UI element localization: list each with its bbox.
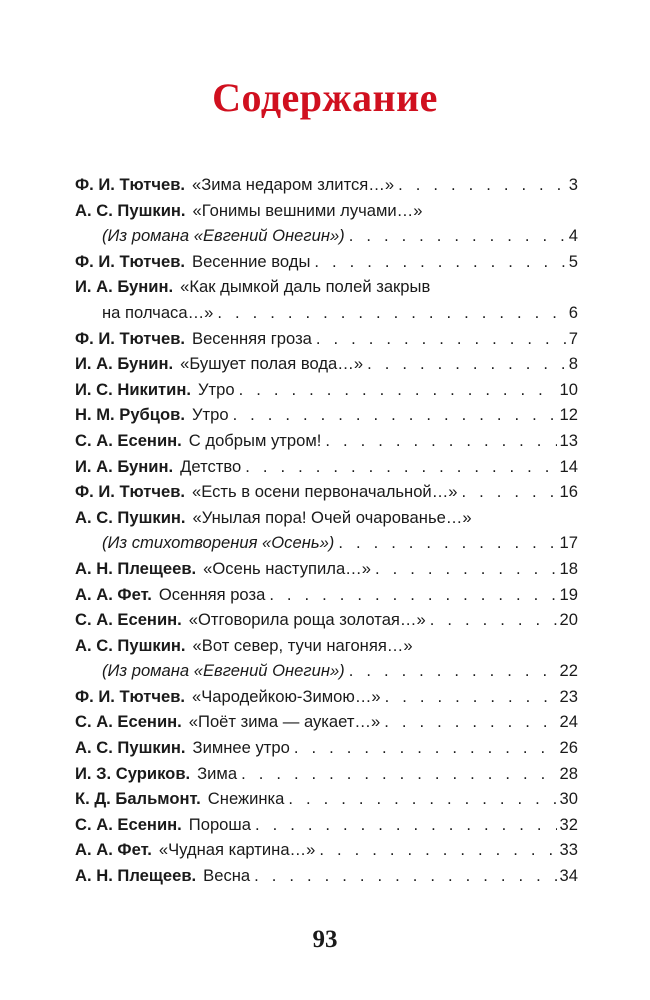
- toc-page-number: 16: [559, 482, 578, 502]
- toc-page-number: 6: [568, 302, 578, 322]
- toc-author: А. С. Пушкин.: [75, 507, 186, 527]
- toc-page-number: 33: [559, 840, 578, 860]
- toc-entry-continuation: [75, 300, 578, 326]
- toc-page-number: 18: [559, 558, 578, 578]
- toc-page-number: 19: [559, 584, 578, 604]
- dot-leader: [245, 454, 556, 480]
- dot-leader: [375, 556, 557, 582]
- toc-entry-line: [75, 479, 578, 505]
- toc-entry-continuation: [75, 223, 578, 249]
- toc-entry-line: [75, 402, 578, 428]
- toc-entry: [75, 863, 578, 889]
- toc-entry-line: [75, 582, 578, 608]
- toc-entry-continuation: [75, 530, 578, 556]
- toc-work-title: «Поёт зима — аукает…»: [188, 712, 381, 732]
- toc-author: Ф. И. Тютчев.: [75, 175, 186, 194]
- toc-author: С. А. Есенин.: [75, 814, 182, 834]
- toc-work-title: Зима: [197, 763, 238, 783]
- toc-entry: [75, 249, 578, 275]
- toc-work-subtitle: на полчаса…»: [102, 302, 214, 322]
- toc-work-title: Утро: [198, 379, 235, 399]
- toc-entry: [75, 607, 578, 633]
- toc-work-title: «Зима недаром злится…»: [192, 175, 395, 194]
- toc-work-title: Весенние воды: [192, 251, 311, 271]
- toc-entry-line: [75, 454, 578, 480]
- toc-entry: [75, 172, 578, 198]
- toc-page-number: 24: [559, 712, 578, 732]
- toc-work-title: «Отговорила роща золотая…»: [188, 610, 426, 630]
- toc-entry: [75, 505, 578, 556]
- toc-entry-line: [75, 556, 578, 582]
- toc-work-title: «Как дымкой даль полей закрыв: [180, 277, 431, 297]
- toc-entry: [75, 454, 578, 480]
- toc-page-number: 26: [559, 738, 578, 758]
- dot-leader: [325, 428, 556, 454]
- toc-entry: [75, 198, 578, 249]
- toc-author: И. С. Никитин.: [75, 379, 192, 399]
- toc-page-number: 32: [559, 814, 578, 834]
- toc-entry: [75, 479, 578, 505]
- toc-work-title: Снежинка: [207, 789, 285, 809]
- toc-author: А. А. Фет.: [75, 584, 152, 604]
- toc-entry-line: [75, 607, 578, 633]
- toc-page-number: 7: [568, 328, 578, 348]
- toc-author: И. А. Бунин.: [75, 456, 174, 476]
- toc-author: Ф. И. Тютчев.: [75, 251, 186, 271]
- toc-work-title: Утро: [191, 405, 229, 425]
- toc-entry: [75, 402, 578, 428]
- toc-entry-line: [75, 249, 578, 275]
- toc-entry-line: [75, 377, 578, 403]
- toc-page-number: 13: [559, 430, 578, 450]
- toc-entry-line: [75, 428, 578, 454]
- dot-leader: [338, 530, 556, 556]
- dot-leader: [367, 351, 566, 377]
- table-of-contents: [75, 172, 578, 889]
- toc-page-number: 30: [559, 789, 578, 809]
- toc-entry-line: [75, 198, 578, 224]
- dot-leader: [233, 402, 557, 428]
- toc-entry-line: [75, 633, 578, 659]
- toc-work-title: «Вот север, тучи нагоняя…»: [192, 635, 413, 655]
- toc-entry-line: [75, 735, 578, 761]
- dot-leader: [462, 479, 557, 505]
- toc-work-title: С добрым утром!: [188, 430, 322, 450]
- dot-leader: [294, 735, 557, 761]
- toc-page-number: 14: [559, 456, 578, 476]
- toc-author: И. А. Бунин.: [75, 354, 174, 374]
- toc-page-number: 8: [568, 354, 578, 374]
- toc-page-number: 3: [568, 175, 578, 194]
- dot-leader: [288, 786, 556, 812]
- toc-page-number: 4: [568, 226, 578, 246]
- dot-leader: [349, 658, 557, 684]
- toc-work-title: Весенняя гроза: [192, 328, 312, 348]
- toc-entry: [75, 761, 578, 787]
- toc-entry-line: [75, 863, 578, 889]
- toc-author: К. Д. Бальмонт.: [75, 789, 201, 809]
- toc-work-title: Детство: [180, 456, 242, 476]
- toc-entry: [75, 428, 578, 454]
- toc-author: И. А. Бунин.: [75, 277, 174, 297]
- toc-author: С. А. Есенин.: [75, 610, 182, 630]
- toc-author: С. А. Есенин.: [75, 430, 182, 450]
- toc-entry: [75, 786, 578, 812]
- toc-work-subtitle: (Из романа «Евгений Онегин»): [102, 661, 345, 681]
- toc-entry: [75, 274, 578, 325]
- toc-page-number: 22: [559, 661, 578, 681]
- toc-page-number: 28: [559, 763, 578, 783]
- dot-leader: [269, 582, 556, 608]
- toc-entry: [75, 735, 578, 761]
- toc-entry-line: [75, 812, 578, 838]
- toc-work-title: «Есть в осени первоначальной…»: [192, 482, 458, 502]
- dot-leader: [241, 761, 556, 787]
- toc-entry: [75, 377, 578, 403]
- toc-author: Ф. И. Тютчев.: [75, 686, 186, 706]
- dot-leader: [217, 300, 565, 326]
- toc-entry: [75, 812, 578, 838]
- toc-page-number: 17: [559, 533, 578, 553]
- toc-work-title: Зимнее утро: [192, 738, 290, 758]
- toc-page-number: 10: [559, 379, 578, 399]
- toc-entry-line: [75, 761, 578, 787]
- toc-entry-line: [75, 505, 578, 531]
- toc-author: А. С. Пушкин.: [75, 635, 186, 655]
- toc-entry: [75, 709, 578, 735]
- dot-leader: [385, 684, 557, 710]
- toc-entry-line: [75, 172, 578, 198]
- toc-entry-line: [75, 351, 578, 377]
- dot-leader: [255, 812, 557, 838]
- toc-work-title: «Чародейкою-Зимою…»: [192, 686, 381, 706]
- toc-entry-continuation: [75, 658, 578, 684]
- toc-page-number: 5: [568, 251, 578, 271]
- toc-author: А. Н. Плещеев.: [75, 558, 197, 578]
- dot-leader: [319, 837, 556, 863]
- dot-leader: [384, 709, 556, 735]
- toc-author: Ф. И. Тютчев.: [75, 482, 186, 502]
- toc-entry: [75, 326, 578, 352]
- dot-leader: [316, 326, 566, 352]
- toc-work-title: Весна: [203, 866, 251, 886]
- toc-entry-line: [75, 786, 578, 812]
- toc-entry-line: [75, 684, 578, 710]
- toc-work-title: «Бушует полая вода…»: [180, 354, 364, 374]
- toc-author: С. А. Есенин.: [75, 712, 182, 732]
- dot-leader: [398, 172, 566, 198]
- toc-author: А. А. Фет.: [75, 840, 152, 860]
- toc-author: Н. М. Рубцов.: [75, 405, 185, 425]
- toc-page-number: 23: [559, 686, 578, 706]
- dot-leader: [430, 607, 557, 633]
- toc-entry: [75, 684, 578, 710]
- toc-work-title: «Чудная картина…»: [158, 840, 316, 860]
- toc-author: И. З. Суриков.: [75, 763, 191, 783]
- page-title: Содержание: [212, 75, 438, 120]
- toc-work-title: Пороша: [188, 814, 251, 834]
- toc-work-title: «Унылая пора! Очей очарованье…»: [192, 507, 472, 527]
- page-number: 93: [312, 926, 338, 953]
- dot-leader: [349, 223, 566, 249]
- toc-entry-line: [75, 326, 578, 352]
- toc-page-number: 34: [559, 866, 578, 886]
- toc-entry: [75, 556, 578, 582]
- toc-entry-line: [75, 837, 578, 863]
- toc-entry-line: [75, 709, 578, 735]
- toc-entry: [75, 633, 578, 684]
- toc-author: А. С. Пушкин.: [75, 738, 186, 758]
- toc-author: Ф. И. Тютчев.: [75, 328, 186, 348]
- dot-leader: [239, 377, 557, 403]
- toc-author: А. С. Пушкин.: [75, 200, 186, 220]
- toc-work-title: Осенняя роза: [158, 584, 266, 604]
- toc-entry: [75, 582, 578, 608]
- dot-leader: [254, 863, 556, 889]
- toc-page-number: 12: [559, 405, 578, 425]
- toc-entry: [75, 351, 578, 377]
- toc-work-subtitle: (Из романа «Евгений Онегин»): [102, 226, 345, 246]
- toc-author: А. Н. Плещеев.: [75, 866, 197, 886]
- toc-work-title: «Осень наступила…»: [203, 558, 371, 578]
- dot-leader: [314, 249, 565, 275]
- toc-entry-line: [75, 274, 578, 300]
- toc-work-subtitle: (Из стихотворения «Осень»): [102, 533, 335, 553]
- toc-work-title: «Гонимы вешними лучами…»: [192, 200, 423, 220]
- toc-page-number: 20: [559, 610, 578, 630]
- toc-entry: [75, 837, 578, 863]
